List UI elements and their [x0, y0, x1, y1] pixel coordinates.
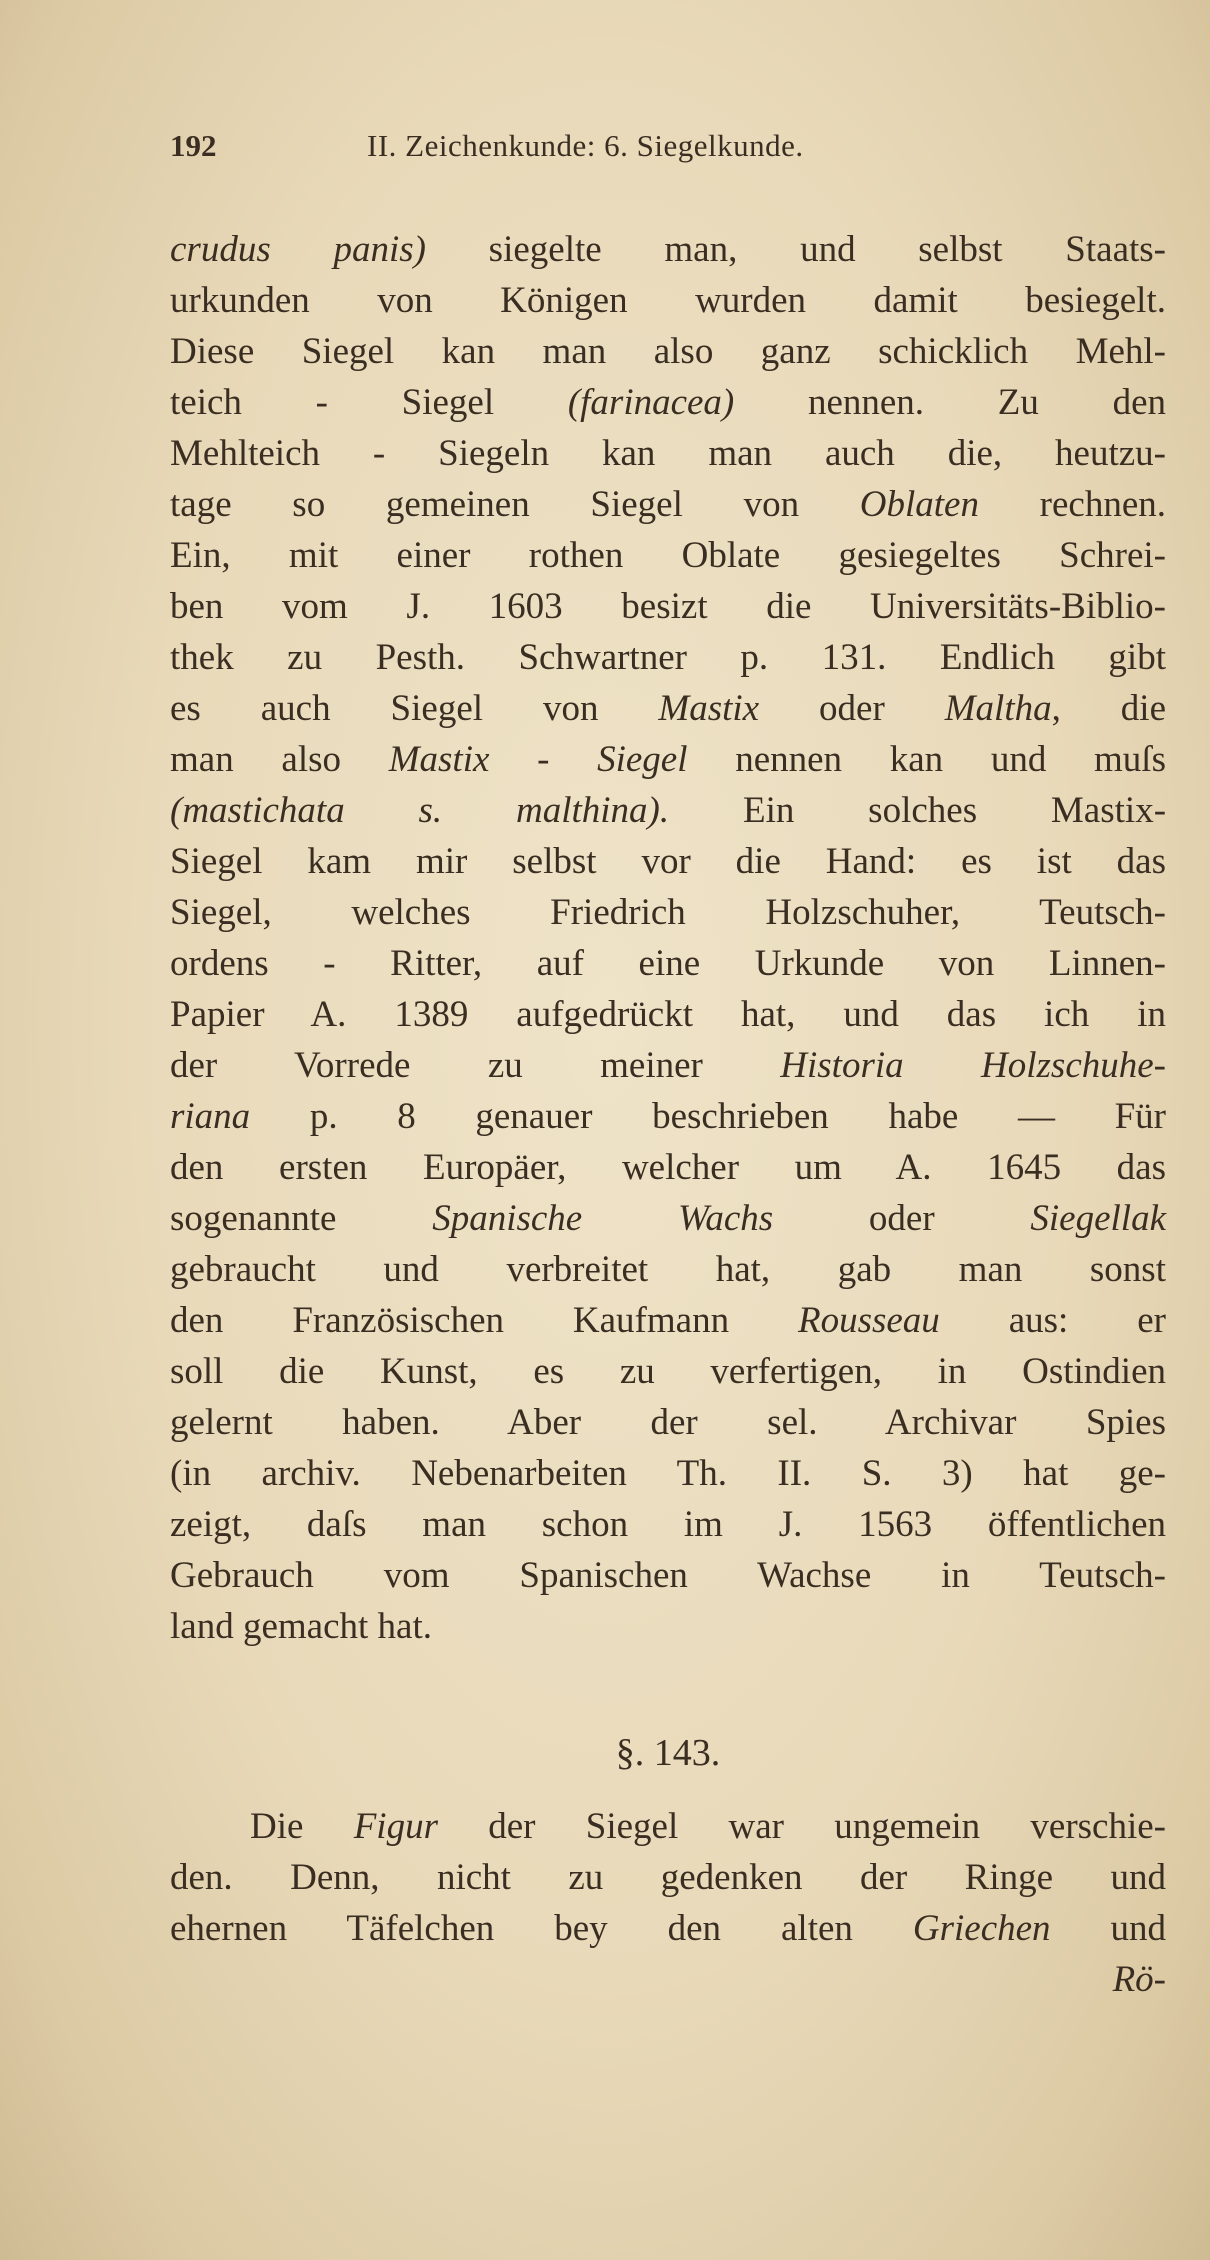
- italic-text: Figur: [353, 1806, 438, 1847]
- italic-text: Maltha: [944, 688, 1052, 729]
- text-line: [170, 1801, 1166, 1852]
- text-span: den ersten Europäer, welcher um A. 1645 das: [170, 1147, 1166, 1188]
- running-header: [170, 128, 970, 172]
- text-line: [170, 275, 1166, 326]
- text-span: man also: [170, 739, 389, 780]
- text-span: oder: [759, 688, 945, 729]
- text-span: soll die Kunst, es zu verfertigen, in Ostindien: [170, 1351, 1166, 1392]
- text-span: tage so gemeinen Siegel von: [170, 484, 860, 525]
- text-span: land gemacht hat.: [170, 1606, 432, 1647]
- italic-text: Mastix - Siegel: [388, 739, 688, 780]
- text-line: [170, 428, 1166, 479]
- text-line: [170, 1295, 1166, 1346]
- text-line: [170, 1193, 1166, 1244]
- text-span: , die: [1051, 688, 1166, 729]
- text-span: aus: er: [939, 1300, 1166, 1341]
- text-span: thek zu Pesth. Schwartner p. 131. Endlich gibt: [170, 637, 1166, 678]
- text-line: [170, 1550, 1166, 1601]
- text-span: ben vom J. 1603 besizt die Universitäts-Biblio-: [170, 586, 1166, 627]
- paragraph-1: [170, 224, 1166, 1652]
- text-span: Siegel kam mir selbst vor die Hand: es ist das: [170, 841, 1166, 882]
- text-span: (in archiv. Nebenarbeiten Th. II. S. 3) hat ge-: [170, 1453, 1166, 1494]
- text-span: Mehlteich - Siegeln kan man auch die, heutzu-: [170, 433, 1166, 474]
- italic-text: riana: [170, 1096, 251, 1137]
- text-line: [170, 479, 1166, 530]
- text-span: ordens - Ritter, auf eine Urkunde von Linnen-: [170, 943, 1166, 984]
- text-line: [170, 989, 1166, 1040]
- text-line: [170, 1397, 1166, 1448]
- text-span: es auch Siegel von: [170, 688, 659, 729]
- text-line: [170, 785, 1166, 836]
- text-span: gebraucht und verbreitet hat, gab man sonst: [170, 1249, 1166, 1290]
- text-line: [170, 377, 1166, 428]
- text-line: [170, 1601, 1166, 1652]
- section-heading: §. 143.: [615, 1732, 721, 1774]
- text-span: p. 8 genauer beschrieben habe — Für: [250, 1096, 1166, 1137]
- text-span: teich - Siegel: [170, 382, 568, 423]
- text-line: [170, 1852, 1166, 1903]
- italic-text: (mastichata s. malthina).: [170, 790, 670, 831]
- text-line: [170, 224, 1166, 275]
- text-span: Ein solches Mastix-: [669, 790, 1167, 831]
- text-line: [170, 1244, 1166, 1295]
- text-line: [170, 887, 1166, 938]
- text-line: [170, 581, 1166, 632]
- text-line: [170, 734, 1166, 785]
- text-span: gelernt haben. Aber der sel. Archivar Spies: [170, 1402, 1166, 1443]
- text-line: [170, 1346, 1166, 1397]
- text-line: [170, 326, 1166, 377]
- text-span: nennen kan und muſs: [687, 739, 1166, 780]
- text-span: urkunden von Königen wurden damit besiegelt.: [170, 280, 1166, 321]
- text-line: [170, 836, 1166, 887]
- page-number: 192: [170, 128, 217, 163]
- italic-text: Rousseau: [797, 1300, 940, 1341]
- text-line: [170, 1448, 1166, 1499]
- text-span: Siegel, welches Friedrich Holzschuher, Teutsch-: [170, 892, 1166, 933]
- text-span: Gebrauch vom Spanischen Wachse in Teutsch-: [170, 1555, 1166, 1596]
- text-span: und: [1050, 1908, 1167, 1949]
- text-span: Diese Siegel kan man also ganz schicklich Mehl-: [170, 331, 1166, 372]
- text-line: [170, 1954, 1166, 2005]
- text-line: [170, 1142, 1166, 1193]
- italic-text: Rö-: [1112, 1959, 1166, 2000]
- text-span: Die: [250, 1806, 354, 1847]
- text-line: [170, 1091, 1166, 1142]
- text-span: rechnen.: [978, 484, 1166, 525]
- text-span: Ein, mit einer rothen Oblate gesiegeltes Schrei-: [170, 535, 1166, 576]
- italic-text: Spanische Wachs: [432, 1198, 774, 1239]
- text-span: nennen. Zu den: [734, 382, 1166, 423]
- text-span: zeigt, daſs man schon im J. 1563 öffentlichen: [170, 1504, 1166, 1545]
- italic-text: Oblaten: [859, 484, 979, 525]
- italic-text: crudus panis): [170, 229, 426, 270]
- text-span: Papier A. 1389 aufgedrückt hat, und das ich in: [170, 994, 1166, 1035]
- text-span: den. Denn, nicht zu gedenken der Ringe und: [170, 1857, 1166, 1898]
- text-span: sogenannte: [170, 1198, 433, 1239]
- italic-text: Griechen: [912, 1908, 1051, 1949]
- text-span: der Siegel war ungemein verschie-: [437, 1806, 1166, 1847]
- text-line: [170, 1903, 1166, 1954]
- paragraph-2: [170, 1801, 1166, 2005]
- text-line: [170, 938, 1166, 989]
- italic-text: (farinacea): [567, 382, 735, 423]
- italic-text: Mastix: [658, 688, 760, 729]
- text-span: siegelte man, und selbst Staats-: [425, 229, 1166, 270]
- text-line: [170, 1040, 1166, 1091]
- text-span: ehernen Täfelchen bey den alten: [170, 1908, 913, 1949]
- text-line: [170, 632, 1166, 683]
- text-span: der Vorrede zu meiner: [170, 1045, 781, 1086]
- text-line: [170, 530, 1166, 581]
- text-span: den Französischen Kaufmann: [170, 1300, 798, 1341]
- text-line: [170, 1499, 1166, 1550]
- running-title: II. Zeichenkunde: 6. Siegelkunde.: [367, 128, 804, 163]
- text-span: oder: [773, 1198, 1031, 1239]
- italic-text: Historia Holzschuhe-: [780, 1045, 1166, 1086]
- italic-text: Siegellak: [1030, 1198, 1166, 1239]
- text-line: [170, 683, 1166, 734]
